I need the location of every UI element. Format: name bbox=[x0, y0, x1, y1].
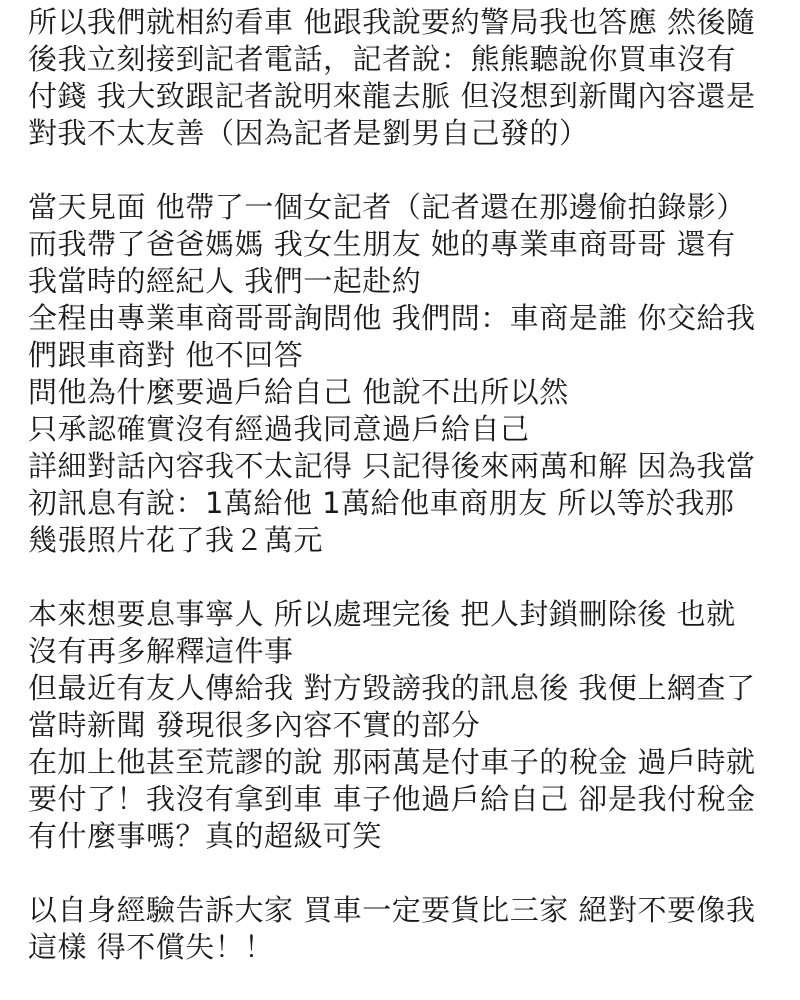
paragraph-spacer bbox=[28, 152, 788, 189]
paragraph bbox=[28, 892, 788, 966]
text-line: 所以我們就相約看車 他跟我說要約警局我也答應 然後隨 bbox=[28, 5, 756, 39]
paragraph-spacer bbox=[28, 559, 788, 596]
text-line: 本來想要息事寧人 所以處理完後 把人封鎖刪除後 也就 bbox=[28, 597, 736, 631]
text-line: 這樣 得不償失！！ bbox=[28, 930, 274, 964]
text-line: 全程由專業車商哥哥詢問他 我們問：車商是誰 你交給我 bbox=[28, 301, 756, 335]
post-body bbox=[28, 4, 788, 966]
text-line: 但最近有友人傳給我 對方毀謗我的訊息後 我便上網查了 bbox=[28, 671, 756, 705]
text-line: 幾張照片花了我２萬元 bbox=[28, 523, 324, 557]
paragraph bbox=[28, 596, 788, 855]
text-line: 只承認確實沒有經過我同意過戶給自己 bbox=[28, 412, 530, 446]
text-line: 後我立刻接到記者電話，記者說：熊熊聽說你買車沒有 bbox=[28, 42, 737, 76]
text-line: 付錢 我大致跟記者說明來龍去脈 但沒想到新聞內容還是 bbox=[28, 79, 756, 113]
text-line: 當時新聞 發現很多內容不實的部分 bbox=[28, 708, 481, 742]
text-line: 詳細對話內容我不太記得 只記得後來兩萬和解 因為我當 bbox=[28, 449, 756, 483]
text-line: 而我帶了爸爸媽媽 我女生朋友 她的專業車商哥哥 還有 bbox=[28, 227, 736, 261]
text-line: 以自身經驗告訴大家 買車一定要貨比三家 絕對不要像我 bbox=[28, 893, 756, 927]
text-line: 有什麼事嗎？真的超級可笑 bbox=[28, 819, 383, 853]
text-line: 我當時的經紀人 我們一起赴約 bbox=[28, 264, 422, 298]
text-line: 問他為什麼要過戶給自己 他說不出所以然 bbox=[28, 375, 569, 409]
text-line: 初訊息有說：1萬給他 1萬給他車商朋友 所以等於我那 bbox=[28, 486, 735, 520]
paragraph bbox=[28, 189, 788, 559]
paragraph-spacer bbox=[28, 855, 788, 892]
text-line: 對我不太友善（因為記者是劉男自己發的） bbox=[28, 116, 589, 150]
text-line: 沒有再多解釋這件事 bbox=[28, 634, 294, 668]
text-line: 當天見面 他帶了一個女記者（記者還在那邊偷拍錄影） bbox=[28, 190, 746, 224]
text-line: 在加上他甚至荒謬的說 那兩萬是付車子的稅金 過戶時就 bbox=[28, 745, 756, 779]
paragraph bbox=[28, 4, 788, 152]
text-line: 要付了！我沒有拿到車 車子他過戶給自己 卻是我付稅金 bbox=[28, 782, 756, 816]
text-line: 們跟車商對 他不回答 bbox=[28, 338, 304, 372]
